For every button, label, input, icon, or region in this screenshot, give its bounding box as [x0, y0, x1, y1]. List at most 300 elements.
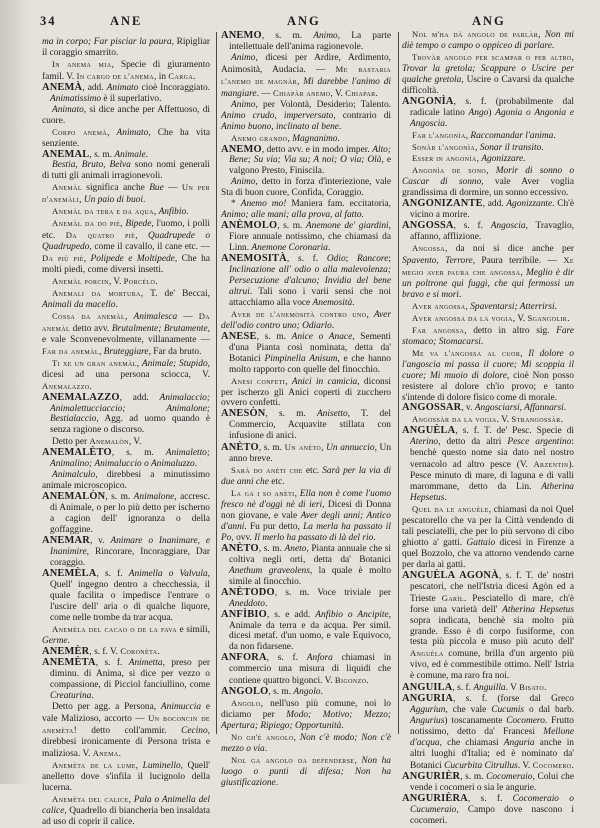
definition-text: ,: [128, 794, 134, 805]
headword: ANGURIÈRA: [402, 792, 468, 804]
definition-text: , Animale da terra e da acqua. Per simil. dicesi metaf. d'un uomo, e vale Equivoco, da non fidarsene.: [229, 609, 391, 653]
italic-term: Animale; Stupido: [141, 358, 208, 369]
dictionary-entry: [402, 694, 574, 772]
italic-term: Quadrupede o Quadrupedo: [42, 231, 211, 253]
definition-text: .: [89, 381, 92, 392]
phrase-smallcaps: Corpo anemà: [52, 126, 108, 137]
phrase-smallcaps: Chiapàr anemo: [273, 87, 331, 98]
headword: ANEMALÈTO: [42, 447, 112, 459]
page-number: 34: [40, 14, 57, 28]
italic-term: Animuccia: [160, 702, 202, 713]
italic-term: Angosciarsi, Affannarsi: [474, 403, 564, 414]
italic-term: Animato: [106, 82, 139, 93]
definition-text: .: [352, 297, 355, 308]
definition-text: sopra indicata, benchè sia molto più grande. Esso è di corpo fusiforme, con testa più piccola e muso più acuto dell': [410, 615, 574, 648]
definition-text: .: [118, 749, 121, 760]
definition-text: e vale Malizioso, accorto —: [42, 702, 210, 725]
italic-term: Spaventarsi; Atterrirsi: [470, 301, 555, 312]
italic-term: Animalone: [133, 492, 175, 503]
definition-text: , s. m.: [265, 409, 317, 420]
headword: ANGOSSAR: [402, 402, 462, 414]
definition-text: ,: [120, 219, 126, 230]
definition-text: , vale Aver voglia grandissima di dormire, un sonno eccessivo.: [402, 177, 574, 199]
phrase-smallcaps: Nol ga angolo da defenderse: [231, 754, 355, 765]
definition-text: ,: [135, 231, 149, 242]
definition-text: , Agg. ad uomo quando è senza ragione o discorso.: [50, 414, 210, 436]
italic-term: Un annuccio: [326, 443, 375, 454]
definition-text: ,: [486, 166, 496, 177]
dictionary-subentry: [402, 301, 574, 313]
column-3: [402, 29, 574, 827]
headword: ANGUÈLA AGONÀ: [402, 569, 499, 581]
dictionary-entry: [221, 687, 391, 698]
italic-term: ma in corpo; Far pisciar la paura: [42, 37, 172, 47]
italic-term: Animaletto; Animalino; Animaluccio o Animaluzzo: [50, 448, 210, 470]
italic-term: Animalesca: [133, 311, 178, 322]
definition-text: *: [231, 199, 241, 210]
definition-text: .: [194, 459, 198, 470]
definition-text: , Pianta annuale che si coltiva negli orti, detta da' Botanici: [229, 543, 391, 565]
headword: ANESÒN: [221, 408, 266, 420]
italic-term: Germe: [42, 635, 68, 646]
dictionary-subentry: [402, 504, 574, 571]
definition-text: , s. f.: [453, 221, 491, 232]
dictionary-entry: [221, 409, 391, 442]
dictionary-subentry: [42, 288, 210, 311]
page-gutter-shadow: [0, 0, 30, 784]
dictionary-subentry: [221, 199, 391, 221]
definition-text: , cioè Non posso resistere al dolore ch'io provo; e tanto s'intende di dolore fisico come di morale.: [402, 370, 574, 403]
definition-text: .: [341, 721, 344, 732]
definition-text: .: [444, 118, 448, 129]
definition-text: , s. f.: [452, 683, 474, 694]
italic-term: Polipede e Moltipede: [90, 254, 175, 265]
dictionary-entry: [221, 610, 391, 654]
definition-text: , e che hanno molto rapporto con quelle del finocchio.: [229, 353, 391, 375]
definition-text: , s. f.: [286, 254, 327, 265]
definition-text: . V: [505, 683, 520, 694]
definition-text: .: [155, 277, 158, 288]
definition-text: , detto in forza d'interiezione, vale Sta di buon cuore, Confida, Coraggio.: [221, 177, 391, 199]
dictionary-subentry: [221, 53, 391, 100]
phrase-smallcaps: Anemàl porcin: [52, 276, 109, 287]
definition-text: sono nomi generali di tutti gli animali irragionevoli.: [42, 160, 210, 182]
italic-term: Animella o Valvula: [128, 568, 208, 579]
italic-term: Bruteggiare: [103, 346, 149, 357]
definition-text: ,: [476, 154, 482, 165]
running-head-col1: ANE: [110, 14, 143, 28]
italic-term: Angolo: [293, 687, 321, 698]
definition-text: . Tali sono i varii sensi che noi attacchiamo alla voce: [229, 286, 391, 308]
phrase-smallcaps: Anemàl: [52, 182, 82, 193]
dictionary-subentry: [221, 465, 391, 488]
definition-text: , s. f. V.: [89, 647, 121, 658]
headword: ANGUILA: [402, 682, 453, 694]
phrase-smallcaps: Bisato: [519, 682, 545, 693]
definition-text: ,: [520, 348, 529, 359]
italic-term: Il dolore o l'angoscia mi passa il cuore; Mi scoppia il cuore; Mi muoio di dolore: [402, 348, 574, 381]
definition-text: ! detto coll'ammir.: [73, 726, 182, 737]
dictionary-entry: [221, 653, 391, 687]
dictionary-entry: [402, 97, 574, 130]
definition-text: ,: [135, 761, 143, 771]
italic-term: Anguria: [503, 738, 535, 749]
definition-text: .: [541, 142, 544, 153]
phrase-smallcaps: Sarà do anèti che: [231, 465, 303, 476]
definition-text: .: [551, 40, 555, 51]
phrase-smallcaps: Aver de l'anemosità contro uno: [231, 308, 367, 319]
definition-text: .: [480, 336, 484, 347]
headword: ANGONIZANTE: [402, 198, 483, 210]
definition-text: , contrario di: [333, 110, 391, 121]
headword: ANEMÈR: [42, 646, 90, 658]
phrase-smallcaps: Angossa: [412, 243, 446, 254]
definition-text: , e valgono Presto, Finiscila.: [229, 155, 391, 177]
definition-text: ,: [125, 311, 134, 322]
phrase-smallcaps: No gh'è angolo: [231, 732, 294, 743]
italic-term: Bestia, Bruto, Belva: [52, 160, 131, 171]
italic-term: Meglio è dir un poltrone qui fuggì, che qui fermossi un bravo e si morì: [402, 268, 574, 300]
phrase-smallcaps: Anemàl da tera e da aqua: [52, 206, 154, 217]
italic-term: Aver degli anni; Antico d'anni: [221, 510, 391, 532]
definition-text: , s. m.: [460, 771, 487, 782]
column-1: [42, 37, 210, 828]
italic-term: Agguriun: [410, 705, 446, 716]
definition-text: .: [91, 691, 94, 702]
definition-text: , V.: [128, 437, 142, 448]
phrase-smallcaps: Xe megio aver paura che angossa: [402, 255, 574, 278]
definition-text: , l'uomo, i polli etc.: [42, 219, 210, 242]
italic-term: Cecino: [181, 726, 208, 737]
phrase-smallcaps: Far l'angonìa: [412, 129, 466, 140]
definition-text: cioè Incoraggiato.: [138, 82, 210, 93]
dictionary-entry: [402, 772, 574, 794]
headword: ANÈTO: [221, 542, 259, 554]
phrase-smallcaps: Chiapar: [345, 87, 376, 98]
italic-term: Anemosità: [312, 297, 353, 308]
definition-text: , s. m.: [258, 543, 285, 554]
definition-text: , s. m.: [258, 443, 285, 454]
definition-text: o dal barb.: [524, 705, 574, 716]
dictionary-entry: [402, 571, 574, 683]
italic-term: Raccomandar l'anima: [470, 130, 554, 141]
definition-text: —: [163, 183, 182, 194]
definition-text: , detto avv. e in modo imper.: [261, 144, 373, 155]
italic-term: Sonar il transito: [479, 142, 542, 153]
dictionary-subentry: [42, 218, 210, 276]
dictionary-entry: [42, 492, 210, 536]
dictionary-entry: [221, 544, 391, 588]
definition-text: . Frutto notissimo, detto da' Francesi: [410, 716, 574, 738]
definition-text: dicesi in Firenze a quel Bozzolo, che va attorno vendendo carne per darla ai gatti.: [402, 537, 575, 570]
definition-text: , s. m.: [111, 448, 166, 459]
definition-text: .: [337, 133, 340, 144]
phrase-smallcaps: Anguèla: [410, 648, 444, 659]
definition-text: .: [275, 777, 279, 788]
definition-text: . V.: [496, 415, 512, 426]
phrase-smallcaps: Da quatro piè: [65, 230, 136, 241]
italic-term: Agonizzare: [481, 154, 524, 165]
definition-text: , Travaglio, affanno, afflizione.: [410, 221, 574, 243]
dictionary-entry: [42, 569, 210, 624]
definition-text: , s. f.: [95, 658, 129, 669]
italic-term: Anguilla: [473, 683, 506, 694]
italic-term: Agonia o Angonia e Angoscia: [410, 107, 575, 129]
italic-term: Magnanimo: [292, 133, 338, 144]
definition-text: , come il cavallo, il cane etc. —: [89, 242, 210, 253]
dictionary-subentry: [42, 127, 210, 150]
italic-term: Animo: [231, 99, 256, 110]
definition-text: ,: [98, 346, 104, 357]
definition-text: , Un anno breve.: [229, 443, 392, 465]
dictionary-entry: [221, 442, 391, 465]
phrase-smallcaps: Arzentin: [533, 459, 569, 470]
phrase-smallcaps: La ga i so anèti: [231, 488, 295, 499]
italic-term: La merla ha passato il Po: [221, 521, 391, 543]
italic-term: Animetta: [128, 658, 163, 669]
definition-text: , s. f. (probabilmente dal radicale latino: [410, 96, 574, 118]
headword: ANFORA: [221, 652, 267, 664]
definition-text: .: [544, 683, 547, 694]
definition-text: , V.: [330, 88, 346, 99]
italic-term: Aver dell'odio contro uno; Odiarlo: [221, 309, 391, 331]
dictionary-subentry: [42, 276, 210, 288]
italic-term: Bipede: [125, 219, 152, 230]
definition-text: etc.: [302, 466, 323, 477]
definition-text: , Che ha molti piedi, come diversi insetti.: [42, 254, 210, 276]
headword: ANEMÀ: [42, 81, 83, 93]
definition-text: , diconsi per ischerzo gli Anici coperti di zucchero ovvero confetti.: [221, 376, 391, 409]
dictionary-entry: [221, 588, 391, 610]
definition-text: , preso per diminu. di Anima, si dice per vezzo o compassione, di Picciol fanciullino, come: [50, 658, 210, 691]
italic-term: Non mi diè tempo o campo o oppiceo di parlare: [402, 30, 575, 51]
definition-text: ,: [293, 733, 300, 744]
phrase-smallcaps: Anemalòn: [89, 436, 129, 447]
definition-text: , Quell' anelletto dove s'infila il lucignolo della lucerna.: [42, 761, 210, 793]
definition-text: .: [193, 71, 196, 82]
definition-text: ,: [366, 309, 374, 320]
definition-text: , che vale: [445, 705, 492, 716]
definition-text: significa anche: [81, 183, 150, 194]
definition-text: , add.: [82, 82, 107, 93]
phrase-smallcaps: Esser in angonìa: [412, 153, 477, 164]
dictionary-subentry: [402, 313, 574, 325]
definition-text: , Colui che vende i cocomeri o sia le angurie.: [410, 771, 574, 793]
definition-text: e simili,: [176, 624, 210, 635]
definition-text: , per Volontà, Desiderio; Talento.: [255, 99, 391, 110]
headword: ANGOLO: [221, 686, 269, 698]
phrase-smallcaps: Angonìa de sono: [412, 165, 487, 176]
italic-term: Animo buono, inclinato al bene: [221, 121, 339, 132]
italic-term: Creaturina: [50, 691, 92, 702]
definition-text: ). Pesce minuto di mare, di laguna e di valli marommane, detto da Lin.: [410, 460, 574, 493]
definition-text: , ovv.: [231, 532, 255, 543]
dictionary-entry: [402, 426, 574, 504]
headword: ANGOSSA: [402, 220, 454, 232]
definition-text: , Campo dove nascono i cocomeri.: [410, 804, 574, 826]
definition-text: , add.: [119, 392, 160, 403]
definition-text: , detto da altri: [438, 437, 508, 448]
dictionary-subentry: [402, 153, 574, 165]
italic-term: Cucumis: [491, 705, 525, 716]
definition-text: , da noi si dice anche per: [445, 244, 574, 255]
italic-term: Atherina Hepsetus: [502, 604, 574, 615]
definition-text: , chiamasi da noi Quel pescatorello che va per la Città vendendo di tali pesciatelli, che per lo più servono di cibo ghiotto a' gatti.: [402, 505, 575, 548]
definition-text: , s. e add.: [266, 609, 316, 620]
definition-text: . V.: [517, 760, 533, 771]
definition-text: anche in altri luoghi d'Italia; ed è nominato da' Botanici: [410, 738, 574, 771]
italic-term: Inclinazione all' odio o alla malevolenza; Persecuzione d'alcuno; Invidia del bene altrui: [229, 265, 391, 297]
definition-text: ,: [294, 489, 300, 500]
definition-text: , V.: [512, 313, 528, 324]
definition-text: ,: [83, 254, 91, 265]
dictionary-subentry: [402, 243, 574, 301]
definition-text: , s. f.: [96, 568, 129, 579]
definition-text: .: [327, 243, 331, 254]
definition-text: , La parte intellettuale dell'anima ragionevole.: [229, 31, 391, 52]
phrase-smallcaps: Un per d'anemàli: [42, 182, 211, 205]
phrase-smallcaps: Garìl: [441, 592, 464, 603]
dictionary-subentry: [42, 794, 210, 828]
italic-term: Spavento, Terrore: [402, 256, 473, 267]
definition-text: ,: [285, 376, 292, 387]
italic-term: Anemo mo!: [240, 199, 287, 210]
dictionary-entry: [42, 393, 210, 437]
definition-text: , s. f.: [266, 653, 307, 664]
definition-text: , in: [154, 71, 169, 82]
definition-text: .: [145, 149, 148, 160]
phrase-smallcaps: Angossàr da la vogia: [412, 414, 497, 425]
definition-text: , v.: [461, 403, 475, 414]
italic-term: Pala o Animella del calice: [42, 794, 211, 816]
phrase-smallcaps: Anesi confeti: [231, 375, 286, 386]
definition-text: , dicesi per Ardire, Ardimento, Animosità, Audacia. —: [221, 52, 391, 75]
phrase-smallcaps: Cocomero: [532, 759, 572, 770]
italic-term: Animalculo: [52, 470, 96, 481]
italic-term: Anethum graveolens: [229, 565, 310, 576]
phrase-smallcaps: Porcèlo: [123, 276, 156, 287]
definition-text: .: [115, 299, 118, 310]
definition-text: , direbbesi ironicamente di Persona trista e maliziosa. V.: [42, 726, 210, 760]
headword: ANFÌBIO: [221, 608, 267, 620]
italic-term: Gattaio: [466, 537, 496, 548]
phrase-smallcaps: Da anemàl: [42, 310, 211, 333]
definition-text: , Ripigliar il coraggio smarrito.: [42, 37, 210, 58]
definition-text: , dicesi ad una persona sciocca, V.: [42, 358, 210, 380]
phrase-smallcaps: Anemali da mortura: [52, 287, 141, 298]
phrase-smallcaps: Far angossa: [412, 324, 465, 335]
italic-term: Animo: [231, 52, 256, 63]
dictionary-subentry: [42, 470, 210, 492]
italic-term: Anemone de' giardini: [305, 221, 389, 232]
definition-text: , Rincorare, Incoraggiare, Dar coraggio.: [50, 546, 210, 568]
dictionary-subentry: [402, 52, 574, 97]
definition-text: , si dice anche per Affettuoso, di cuore.: [42, 104, 210, 126]
definition-text: , direbbesi a minutissimo animale microscopico.: [42, 470, 210, 492]
headword: ANEMO: [221, 30, 262, 41]
italic-term: Animali da macello: [42, 299, 116, 310]
phrase-smallcaps: Bigonzo: [334, 675, 367, 686]
definition-text: , nell'uso più comune, noi lo diciamo per: [221, 699, 391, 721]
definition-text: , s. f. T. de' nostri pescatori, che nell'Istria dicesi Agòn ed a Trieste: [410, 570, 575, 604]
definition-text: .: [571, 760, 574, 771]
dictionary-entry: [221, 254, 391, 309]
definition-text: ,: [136, 358, 142, 369]
phrase-smallcaps: Un boconcin de anemèta: [42, 713, 210, 736]
dictionary-subentry: [42, 760, 210, 794]
definition-text: .: [320, 687, 323, 698]
italic-term: Agonizzante: [506, 199, 553, 210]
definition-text: , s. m.: [277, 221, 306, 232]
definition-text: , Che ha vita senziente.: [42, 127, 211, 149]
definition-text: , Sementi d'una Pianta così nominata, detta da' Botanici: [229, 331, 391, 364]
italic-term: Animo: [231, 177, 256, 188]
italic-term: Animalaccio; Animalettucciaccio; Animalone; Bestialaccio: [50, 392, 210, 425]
dictionary-subentry: [42, 311, 210, 358]
italic-term: Cocomeraio o Cucumeraio: [410, 793, 574, 815]
phrase-smallcaps: Strangossàr: [511, 414, 561, 425]
headword: ANEMAL: [42, 148, 90, 160]
definition-text: .: [563, 403, 567, 414]
definition-text: comune, brilla d'un argento più vivo, ed è commestibile ottimo. Nell' Istria è comune, ma raro fra noi.: [410, 649, 574, 682]
italic-term: Aneto: [284, 543, 307, 554]
italic-term: Aneddoto: [229, 598, 265, 609]
definition-text: , Quadrello di biancheria ben insaldata ad uso di coprir il calice.: [42, 805, 210, 827]
dictionary-entry: [42, 150, 210, 161]
definition-text: detto avv.: [70, 323, 112, 334]
definition-text: .: [331, 320, 335, 331]
headword: ANGONÌA: [402, 95, 454, 107]
italic-term: Ella non è come l'uomo fresco nè d'oggi nè di ieri: [221, 489, 392, 511]
definition-text: .: [264, 598, 268, 609]
definition-text: .: [67, 635, 70, 646]
italic-term: Pimpinella Anisum: [264, 353, 338, 364]
definition-text: , s. m.: [105, 492, 134, 503]
definition-text: .: [142, 195, 146, 206]
italic-term: Animale: [114, 149, 146, 160]
running-head-col3: ANG: [472, 14, 506, 28]
definition-text: ,: [538, 30, 545, 40]
phrase-smallcaps: Anemo grando: [231, 132, 288, 143]
dictionary-subentry: [42, 37, 210, 59]
definition-text: , s. f. T. de' Pesc. Specie di: [455, 426, 574, 437]
italic-term: Un paio di buoi: [83, 195, 143, 206]
italic-term: Angoscia: [490, 221, 526, 232]
dictionary-subentry: [42, 182, 210, 206]
italic-term: Atherina Hepsetus: [410, 482, 574, 504]
dictionary-subentry: [402, 165, 574, 199]
definition-text: . Fu pur detto,: [244, 521, 304, 532]
definition-text: , V.: [108, 277, 124, 288]
definition-text: , accresc. di Animale, o per lo più detto per ischerno a cagion dell' ignoranza o della goffaggine.: [50, 492, 210, 535]
dictionary-entry: [402, 403, 574, 414]
definition-text: , s. f.: [467, 793, 513, 804]
definition-text: , che chiamasi: [439, 738, 504, 749]
headword: ANGURIÈR: [402, 770, 461, 782]
definition-text: , T. de' Beccai,: [140, 288, 211, 299]
dictionary-subentry: [402, 142, 574, 154]
dictionary-subentry: [221, 100, 391, 133]
definition-text: Detto per: [52, 437, 90, 448]
phrase-smallcaps: Aver angossa: [412, 300, 466, 311]
italic-term: Anemone Coronaria: [251, 243, 328, 254]
italic-term: Sarà per la via di due anni che: [221, 466, 391, 488]
definition-text: ,: [475, 142, 480, 153]
italic-term: Animo; alle mani; alla prova, al fatto.: [221, 210, 364, 221]
italic-term: Rancore: [356, 254, 389, 265]
dictionary-subentry: [42, 105, 210, 127]
phrase-smallcaps: Anemèta de la lume: [52, 760, 136, 770]
